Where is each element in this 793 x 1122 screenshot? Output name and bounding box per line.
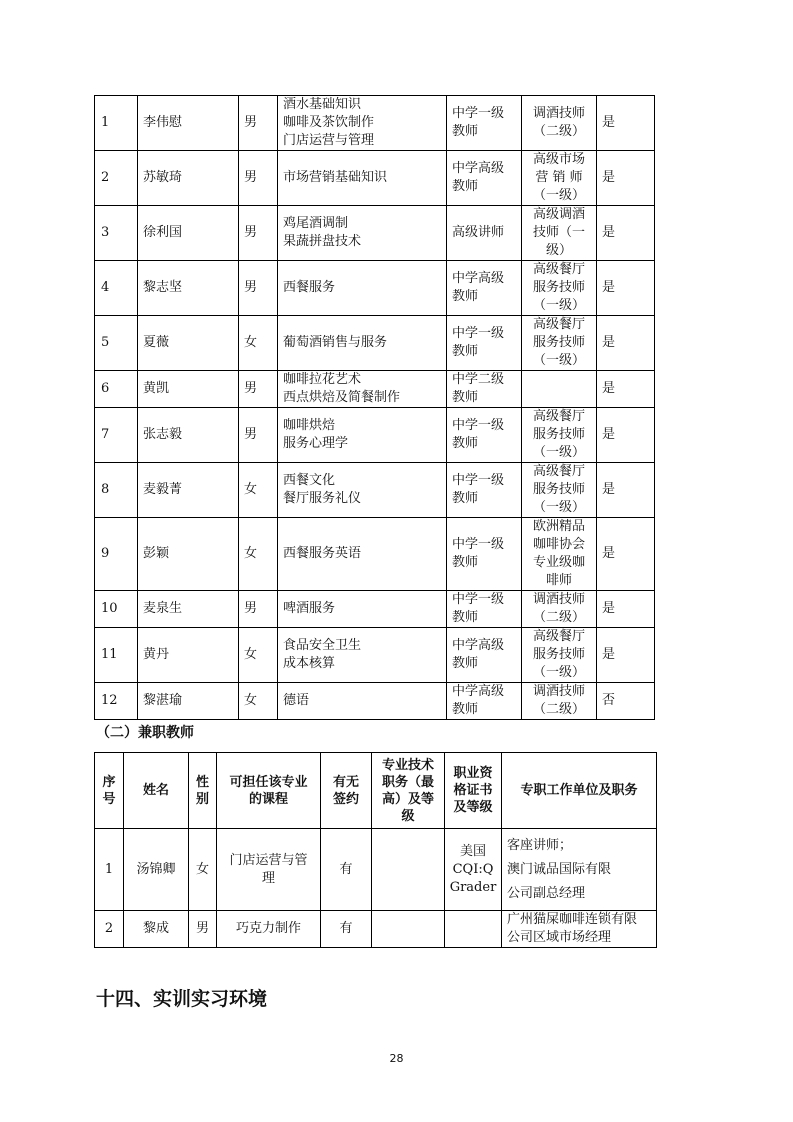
- qualification: 高级餐厅 服务技师 （一级）: [522, 261, 597, 316]
- table-row: [95, 261, 655, 316]
- column-header: 序 号: [95, 753, 124, 829]
- qualification: 高级餐厅 服务技师 （一级）: [522, 408, 597, 463]
- professional-title: 中学二级 教师: [447, 371, 522, 408]
- teacher-name: 苏敏琦: [138, 151, 239, 206]
- row-number: 6: [95, 371, 138, 408]
- qualification: 调酒技师 （二级）: [522, 591, 597, 628]
- row-number: 3: [95, 206, 138, 261]
- qualification: 高级餐厅 服务技师 （一级）: [522, 316, 597, 371]
- qualification: 调酒技师 （二级）: [522, 683, 597, 720]
- certificate: [445, 911, 502, 948]
- row-number: 2: [95, 151, 138, 206]
- teacher-name: 彭颖: [138, 518, 239, 591]
- professional-title: 中学一级 教师: [447, 316, 522, 371]
- table-row: [95, 591, 655, 628]
- professional-title: 中学一级 教师: [447, 96, 522, 151]
- teacher-name: 黎成: [124, 911, 189, 948]
- row-number: 8: [95, 463, 138, 518]
- column-header: 可担任该专业 的课程: [217, 753, 321, 829]
- dual-qualified: 是: [597, 261, 655, 316]
- table-row: [95, 463, 655, 518]
- professional-title: 中学高级 教师: [447, 261, 522, 316]
- contract-status: 有: [321, 829, 372, 911]
- teacher-name: 麦毅菁: [138, 463, 239, 518]
- professional-title: 中学高级 教师: [447, 151, 522, 206]
- fulltime-teachers-table: [94, 95, 655, 720]
- dual-qualified: 是: [597, 206, 655, 261]
- row-number: 7: [95, 408, 138, 463]
- qualification: 高级餐厅 服务技师 （一级）: [522, 628, 597, 683]
- dual-qualified: 是: [597, 371, 655, 408]
- section-title-parttime: （二）兼职教师: [96, 725, 194, 741]
- professional-title: 中学高级 教师: [447, 683, 522, 720]
- dual-qualified: 是: [597, 96, 655, 151]
- dual-qualified: 是: [597, 151, 655, 206]
- dual-qualified: 是: [597, 316, 655, 371]
- table-row: [95, 151, 655, 206]
- gender: 男: [239, 408, 278, 463]
- teacher-name: 黄凯: [138, 371, 239, 408]
- teacher-name: 李伟慰: [138, 96, 239, 151]
- column-header: 专职工作单位及职务: [502, 753, 657, 829]
- courses: 鸡尾酒调制 果蔬拼盘技术: [278, 206, 447, 261]
- table-row: [95, 628, 655, 683]
- row-number: 10: [95, 591, 138, 628]
- dual-qualified: 是: [597, 591, 655, 628]
- table-row: [95, 408, 655, 463]
- column-header: 性 别: [189, 753, 217, 829]
- section-heading: 十四、实训实习环境: [96, 988, 268, 1010]
- gender: 女: [189, 829, 217, 911]
- teacher-name: 张志毅: [138, 408, 239, 463]
- gender: 女: [239, 463, 278, 518]
- technical-rank: [372, 911, 445, 948]
- courses: 咖啡拉花艺术 西点烘焙及简餐制作: [278, 371, 447, 408]
- teacher-name: 黎志坚: [138, 261, 239, 316]
- professional-title: 高级讲师: [447, 206, 522, 261]
- qualification: [522, 371, 597, 408]
- page-number: 28: [389, 1052, 404, 1065]
- contract-status: 有: [321, 911, 372, 948]
- qualification: 高级餐厅 服务技师 （一级）: [522, 463, 597, 518]
- gender: 男: [239, 261, 278, 316]
- professional-title: 中学高级 教师: [447, 628, 522, 683]
- qualification: 调酒技师 （二级）: [522, 96, 597, 151]
- courses: 酒水基础知识 咖啡及茶饮制作 门店运营与管理: [278, 96, 447, 151]
- gender: 女: [239, 316, 278, 371]
- professional-title: 中学一级 教师: [447, 408, 522, 463]
- technical-rank: [372, 829, 445, 911]
- dual-qualified: 是: [597, 518, 655, 591]
- courses: 咖啡烘焙 服务心理学: [278, 408, 447, 463]
- table-row: [95, 206, 655, 261]
- table-row: [95, 683, 655, 720]
- row-number: 11: [95, 628, 138, 683]
- gender: 男: [239, 96, 278, 151]
- dual-qualified: 是: [597, 408, 655, 463]
- row-number: 1: [95, 829, 124, 911]
- column-header: 职业资 格证书 及等级: [445, 753, 502, 829]
- courses: 西餐服务: [278, 261, 447, 316]
- teacher-name: 黎湛瑜: [138, 683, 239, 720]
- row-number: 9: [95, 518, 138, 591]
- certificate: 美国 CQI:Q Grader: [445, 829, 502, 911]
- gender: 女: [239, 518, 278, 591]
- courses: 门店运营与管 理: [217, 829, 321, 911]
- dual-qualified: 否: [597, 683, 655, 720]
- qualification: 高级市场 营 销 师 （一级）: [522, 151, 597, 206]
- gender: 女: [239, 683, 278, 720]
- teacher-name: 黄丹: [138, 628, 239, 683]
- courses: 西餐文化 餐厅服务礼仪: [278, 463, 447, 518]
- table-row: [95, 96, 655, 151]
- column-header: 专业技术 职务（最 高）及等 级: [372, 753, 445, 829]
- courses: 巧克力制作: [217, 911, 321, 948]
- courses: 食品安全卫生 成本核算: [278, 628, 447, 683]
- row-number: 1: [95, 96, 138, 151]
- column-header: 姓名: [124, 753, 189, 829]
- gender: 男: [239, 151, 278, 206]
- row-number: 4: [95, 261, 138, 316]
- gender: 男: [189, 911, 217, 948]
- teacher-name: 徐利国: [138, 206, 239, 261]
- teacher-name: 夏薇: [138, 316, 239, 371]
- gender: 男: [239, 371, 278, 408]
- gender: 女: [239, 628, 278, 683]
- qualification: 欧洲精品 咖啡协会 专业级咖 啡师: [522, 518, 597, 591]
- table-row: [95, 911, 657, 948]
- teacher-name: 汤锦卿: [124, 829, 189, 911]
- gender: 男: [239, 591, 278, 628]
- table-row: [95, 829, 657, 911]
- teacher-name: 麦泉生: [138, 591, 239, 628]
- dual-qualified: 是: [597, 463, 655, 518]
- courses: 葡萄酒销售与服务: [278, 316, 447, 371]
- employer-position: 客座讲师； 澳门诚品国际有限 公司副总经理: [502, 829, 657, 911]
- courses: 西餐服务英语: [278, 518, 447, 591]
- gender: 男: [239, 206, 278, 261]
- professional-title: 中学一级 教师: [447, 591, 522, 628]
- row-number: 2: [95, 911, 124, 948]
- dual-qualified: 是: [597, 628, 655, 683]
- employer-position: 广州猫屎咖啡连锁有限 公司区域市场经理: [502, 911, 657, 948]
- professional-title: 中学一级 教师: [447, 518, 522, 591]
- table-row: [95, 316, 655, 371]
- row-number: 12: [95, 683, 138, 720]
- column-header: 有无 签约: [321, 753, 372, 829]
- parttime-teachers-table: [94, 752, 657, 948]
- row-number: 5: [95, 316, 138, 371]
- qualification: 高级调酒 技师（一 级）: [522, 206, 597, 261]
- table-row: [95, 518, 655, 591]
- courses: 德语: [278, 683, 447, 720]
- courses: 啤酒服务: [278, 591, 447, 628]
- table-row: [95, 371, 655, 408]
- professional-title: 中学一级 教师: [447, 463, 522, 518]
- courses: 市场营销基础知识: [278, 151, 447, 206]
